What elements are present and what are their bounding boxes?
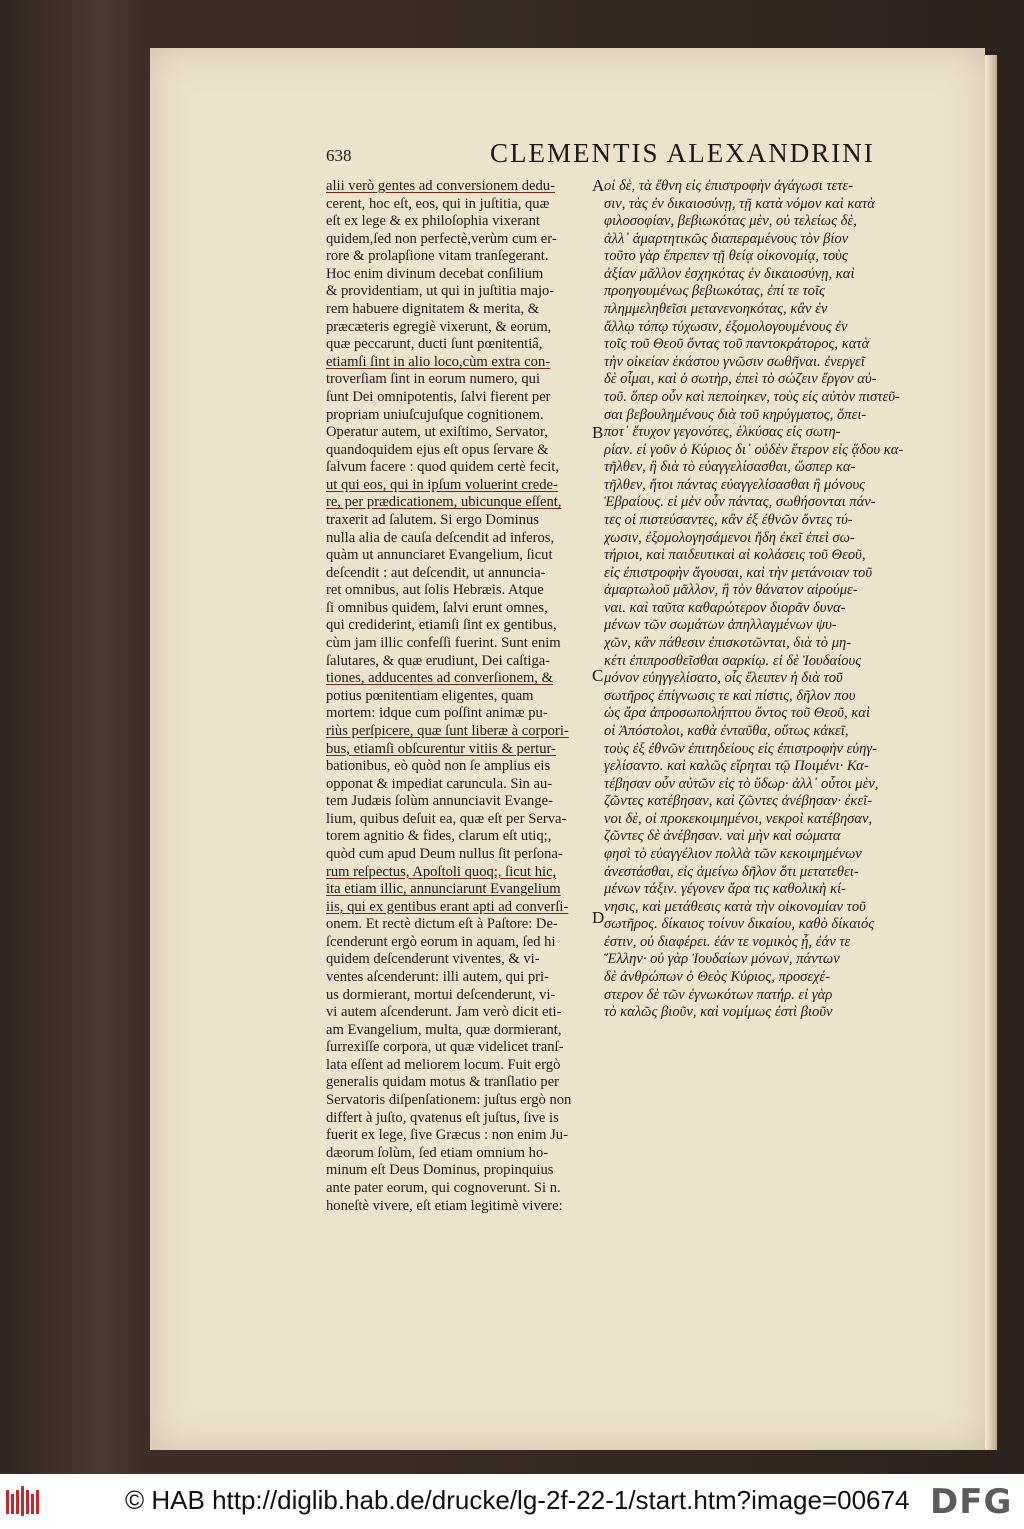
latin-line: am Evangelium, multa, quæ dormierant, bbox=[326, 1021, 562, 1038]
greek-line: δὲ οἶμαι, καὶ ὁ σωτὴρ, ἐπεὶ τὸ σώζειν ἔργον αὐ- bbox=[604, 371, 877, 388]
greek-line: Ἕλλην· οὐ γὰρ Ἰουδαίων μόνων, πάντων bbox=[604, 951, 840, 968]
latin-line: dæorum ſolùm, ſed etiam omnium ho- bbox=[326, 1144, 549, 1161]
greek-line: σαι βεβουλημένους διὰ τοῦ κηρύγματος, ὅπει- bbox=[604, 406, 867, 423]
greek-line: κέτι ἐπιπροσθεῖσθαι σαρκίῳ. εἰ δὲ Ἰουδαίους bbox=[604, 652, 862, 669]
source-link[interactable]: © HAB http://diglib.hab.de/drucke/lg-2f-22-1/start.htm?image=00674 bbox=[125, 1485, 910, 1515]
latin-line: nulla alia de cauſa deſcendit ad inferos, bbox=[326, 529, 555, 546]
latin-line: tiones, adducentes ad converſionem, & bbox=[326, 670, 553, 687]
greek-line: ἁμαρτωλοῦ μᾶλλον, ἢ τὸν θάνατον αἱρούμε- bbox=[604, 582, 858, 599]
greek-column bbox=[604, 178, 934, 1022]
latin-line: potius pœnitentiam eligentes, quam bbox=[326, 687, 534, 704]
latin-line: Servatoris diſpenſationem: juſtus ergò non bbox=[326, 1092, 572, 1109]
greek-line: ζῶντες δὲ ἀνέβησαν. ναὶ μὴν καὶ σώματα bbox=[604, 828, 841, 845]
greek-line: δὲ ἀνθρώπων ὁ Θεὸς Κύριος, προσεχέ- bbox=[604, 969, 831, 986]
greek-line: τέβησαν οὖν αὐτῶν εἰς τὸ ὕδωρ· ἀλλ᾽ οὗτοι μὲν, bbox=[604, 775, 879, 792]
latin-line: ſi omnibus quidem, ſalvi erunt omnes, bbox=[326, 599, 548, 616]
greek-line: ρίαν. εἰ γοῦν ὁ Κύριος δι᾽ οὐδὲν ἕτερον εἰς ᾅδου κα- bbox=[604, 441, 904, 458]
latin-line: alii verò gentes ad conversionem dedu- bbox=[326, 178, 555, 194]
greek-line: νησις, καὶ μετάθεσις κατὰ τὴν οἰκονομίαν τοῦ bbox=[604, 898, 866, 915]
latin-line: ventes aſcenderunt: illi autem, qui pri- bbox=[326, 969, 549, 986]
latin-line: qui crediderint, etiamſi ſint ex gentibus, bbox=[326, 617, 557, 634]
latin-line: bationibus, eò quòd non ſe amplius eis bbox=[326, 758, 551, 775]
dfg-logo: DFG bbox=[930, 1482, 1013, 1522]
latin-line: differt à juſto, qvatenus eſt juſtus, ſive is bbox=[326, 1109, 559, 1126]
latin-line: bus, etiamſi obſcurentur vitiis & pertur- bbox=[326, 740, 556, 757]
greek-line: τοὺς ἐξ ἐθνῶν ἐπιτηδείους εἰς ἐπιστροφὴν εὐηγ- bbox=[604, 740, 877, 757]
latin-line: iis, qui ex gentibus erant apti ad converſi- bbox=[326, 898, 569, 915]
latin-line: ita etiam illic, annunciarunt Evangelium bbox=[326, 881, 561, 898]
greek-line: ὡς ἄρα ἀπροσωπολήπτου ὄντος τοῦ Θεοῦ, καὶ bbox=[604, 705, 871, 722]
latin-line: ante pater eorum, qui cognoverunt. Si n. bbox=[326, 1179, 561, 1196]
greek-line: ἄλλῳ τόπῳ τύχωσιν, ἐξομολογουμένους ἐν bbox=[604, 318, 848, 335]
greek-line: σωτῆρος. δίκαιος τοίνυν δικαίου, καθὸ δίκαιός bbox=[604, 916, 875, 933]
latin-line: honeſtè vivere, eſt etiam legitimè vivere: bbox=[326, 1197, 563, 1214]
latin-line: eſt ex lege & ex philoſophia vixerant bbox=[326, 213, 540, 230]
greek-line: ἀνεστάσθαι, εἰς ἀμείνω δῆλον ὅτι μετατεθει- bbox=[604, 863, 859, 880]
latin-line: deſcendit : aut deſcendit, ut annuncia- bbox=[326, 564, 546, 581]
latin-line: quæ peccarunt, ducti ſunt pœnitentiâ, bbox=[326, 336, 543, 353]
page-number: 638 bbox=[326, 146, 352, 165]
latin-line: re, per prædicationem, ubicunque eſſent, bbox=[326, 494, 562, 511]
greek-line: χωσιν, ἐξομολογησάμενοι ἤδη ἐκεῖ ἐπεὶ σω- bbox=[604, 529, 855, 546]
latin-line: cerent, hoc eſt, eos, qui in juſtitia, quæ bbox=[326, 195, 550, 212]
greek-line: Ἑβραίους. εἰ μὲν οὖν πάντας, σωθήσονται πάν- bbox=[604, 494, 876, 511]
latin-line: ſalutares, & quæ erudiunt, Dei caſtiga- bbox=[326, 652, 551, 669]
viewer-footer bbox=[0, 1474, 1024, 1529]
greek-line: φιλοσοφίαν, βεβιωκότας μὲν, οὐ τελείως δὲ, bbox=[604, 213, 857, 230]
greek-line: τήριοι, καὶ παιδευτικαὶ αἱ κολάσεις τοῦ Θεοῦ, bbox=[604, 547, 866, 564]
latin-line: quàm ut annunciaret Evangelium, ſicut bbox=[326, 547, 553, 564]
latin-line: rum reſpectus, Apoſtoli quoq;, ſicut hic, bbox=[326, 863, 557, 880]
latin-line: riùs perſpicere, quæ ſunt liberæ à corpori- bbox=[326, 722, 569, 739]
greek-line: σιν, τὰς ἐν δικαιοσύνῃ, τῇ κατὰ νόμον καὶ κατὰ bbox=[604, 195, 875, 212]
latin-line: & providentiam, ut qui in juſtitia majo- bbox=[326, 283, 555, 300]
greek-line: ποτ᾽ ἔτυχον γεγονότες, ἑλκύσας εἰς σωτη- bbox=[604, 424, 841, 441]
latin-column bbox=[326, 178, 588, 1215]
greek-line: τὸ καλῶς βιοῦν, καὶ νομίμως ἐστὶ βιοῦν bbox=[604, 1004, 833, 1021]
latin-line: vi autem aſcenderunt. Jam verò dicit eti- bbox=[326, 1004, 562, 1021]
greek-line: ἐστιν, οὐ διαφέρει. ἐάν τε νομικὸς ᾖ, ἐάν τε bbox=[604, 933, 851, 950]
latin-line: mortem: idque cum poſſint animæ pu- bbox=[326, 705, 548, 722]
greek-line: μένων τῶν σωμάτων ἀπηλλαγμένων ψυ- bbox=[604, 617, 837, 634]
greek-line: τοῖς τοῦ Θεοῦ ὄντας τοῦ παντοκράτορος, κατὰ bbox=[604, 336, 870, 353]
greek-line: τῆλθεν, ἤτοι πάντας εὐαγγελίσασθαι ἢ μόνους bbox=[604, 476, 866, 493]
latin-line: ſurrexiſſe corpora, ut quæ videlicet tranſ- bbox=[326, 1039, 564, 1056]
latin-line: rore & prolapſione vitam tranſegerant. bbox=[326, 248, 549, 265]
greek-line: μένων τάξιν. γέγονεν ἄρα τις καθολικὴ κί- bbox=[604, 881, 846, 898]
latin-line: quidem deſcenderunt viventes, & vi- bbox=[326, 951, 540, 968]
latin-line: ſalvum facere : quod quidem certè fecit, bbox=[326, 459, 559, 476]
latin-line: minum eſt Deus Dominus, propinquius bbox=[326, 1162, 554, 1179]
latin-line: fuerit ex lege, ſive Græcus : non enim Ju- bbox=[326, 1127, 568, 1144]
greek-line: σωτῆρος ἐπίγνωσις τε καὶ πίστις, δῆλον που bbox=[604, 687, 856, 704]
latin-line: etiamſi ſint in alio loco,cùm extra con- bbox=[326, 353, 551, 370]
hab-logo-icon bbox=[6, 1484, 40, 1520]
greek-line: ζῶντες κατέβησαν, καὶ ζῶντες ἀνέβησαν· ἐκεῖ- bbox=[604, 793, 873, 810]
latin-line: us dormierant, mortui deſcenderunt, vi- bbox=[326, 986, 556, 1003]
greek-line: ἀξίαν μᾶλλον ἐσχηκότας ἐν δικαιοσύνῃ, καὶ bbox=[604, 265, 855, 282]
latin-line: onem. Et rectè dictum eſt à Paſtore: De- bbox=[326, 916, 558, 933]
greek-line: τοῦτο γὰρ ἔπρεπεν τῇ θείᾳ οἰκονομίᾳ, τοὺς bbox=[604, 248, 848, 265]
latin-line: opponat & impediat caruncula. Sin au- bbox=[326, 775, 553, 792]
latin-line: ut qui eos, qui in ipſum voluerint crede- bbox=[326, 476, 558, 493]
latin-line: troverſiam ſint in eorum numero, qui bbox=[326, 371, 540, 388]
latin-line: Operatur autem, ut exiſtimo, Servator, bbox=[326, 424, 548, 441]
greek-line: ἀλλ᾽ ἁμαρτητικῶς διαπεραμένους τὸν βίον bbox=[604, 230, 849, 247]
latin-line: cùm jam illic confeſſi fuerint. Sunt enim bbox=[326, 635, 561, 652]
latin-line: tem Judæis ſolùm annunciavit Evange- bbox=[326, 793, 553, 810]
greek-line: χῶν, κἂν πάθεσιν ἐπισκοτῶνται, διὰ τὸ μη- bbox=[604, 635, 852, 652]
greek-line: ναι. καὶ ταῦτα καθαρώτερον διορᾶν δυνα- bbox=[604, 599, 846, 616]
latin-line: ret omnibus, aut ſolis Hebræis. Atque bbox=[326, 582, 544, 599]
greek-line: εἰς ἐπιστροφὴν ἄγουσαι, καὶ τὴν μετάνοιαν τοῦ bbox=[604, 564, 873, 581]
greek-line: γελίσαντο. καὶ καλῶς εἴρηται τῷ Ποιμένι· Κα- bbox=[604, 758, 869, 775]
greek-line: τοῦ. ὅπερ οὖν καὶ πεποίηκεν, τοὺς εἰς αὐτὸν πιστεῦ- bbox=[604, 388, 900, 405]
greek-line: μόνον εὐηγγελίσατο, οἷς ἔλειπεν ἡ διὰ τοῦ bbox=[604, 670, 843, 687]
greek-line: οἱ Ἀπόστολοι, καθὰ ἐνταῦθα, οὕτως κἀκεῖ, bbox=[604, 722, 849, 739]
latin-line: ſcenderunt ergò eorum in aquam, ſed hi bbox=[326, 933, 556, 950]
latin-line: Hoc enim divinum decebat conſilium bbox=[326, 265, 544, 282]
margin-marker-a: A bbox=[592, 176, 605, 195]
margin-marker-d: D bbox=[592, 908, 605, 927]
latin-line: rem habuere dignitatem & merita, & bbox=[326, 301, 540, 318]
latin-line: torem agnitio & fides, clarum eſt utiq;, bbox=[326, 828, 552, 845]
latin-line: lata eſſent ad meliorem locum. Fuit ergò bbox=[326, 1056, 561, 1073]
greek-line: στερον δὲ τῶν ἐγνωκότων πατήρ. εἰ γὰρ bbox=[604, 986, 833, 1003]
greek-line: φησὶ τὸ εὐαγγέλιον πολλὰ τῶν κεκοιμημένων bbox=[604, 845, 862, 862]
greek-line: τὴν οἰκείαν ἑκάστου γνῶσιν σωθῆναι. ἐνεργεῖ bbox=[604, 353, 865, 370]
latin-line: quandoquidem ejus eſt opus ſervare & bbox=[326, 441, 549, 458]
greek-line: τῆλθεν, ἢ διὰ τὸ εὐαγγελίσασθαι, ὥσπερ κα- bbox=[604, 459, 856, 476]
greek-line: πλημμεληθεῖσι μετανενοηκότας, κἂν ἐν bbox=[604, 301, 828, 318]
latin-line: præcæteris egregiè vixerunt, & eorum, bbox=[326, 318, 552, 335]
greek-line: προηγουμένως βεβιωκότας, ἐπί τε τοῖς bbox=[604, 283, 825, 300]
latin-line: ſunt Dei omnipotentis, ſalvi fierent per bbox=[326, 388, 551, 405]
greek-line: νοι δὲ, οἱ προκεκοιμημένοι, νεκροὶ κατέβησαν, bbox=[604, 810, 873, 827]
latin-line: propriam uniuſcujuſque cognitionem. bbox=[326, 406, 544, 423]
margin-marker-b: B bbox=[592, 423, 604, 442]
latin-line: quidem,ſed non perfectè,verùm cum er- bbox=[326, 230, 557, 247]
greek-line: οἱ δὲ, τὰ ἔθνη εἰς ἐπιστροφὴν ἀγάγωσι τετε- bbox=[604, 178, 854, 194]
latin-line: lium, quibus deſuit ea, quæ eſt per Serva- bbox=[326, 810, 567, 827]
greek-line: τες οἱ πιστεύσαντες, κἂν ἐξ ἐθνῶν ὄντες τύ- bbox=[604, 511, 853, 528]
latin-line: traxerit ad ſalutem. Si ergo Dominus bbox=[326, 511, 539, 528]
latin-line: quòd cum apud Deum nullus ſit perſona- bbox=[326, 845, 563, 862]
margin-marker-c: C bbox=[592, 666, 604, 685]
latin-line: generalis quidam motus & tranſlatio per bbox=[326, 1074, 560, 1091]
running-head: CLEMENTIS ALEXANDRINI bbox=[490, 138, 875, 168]
